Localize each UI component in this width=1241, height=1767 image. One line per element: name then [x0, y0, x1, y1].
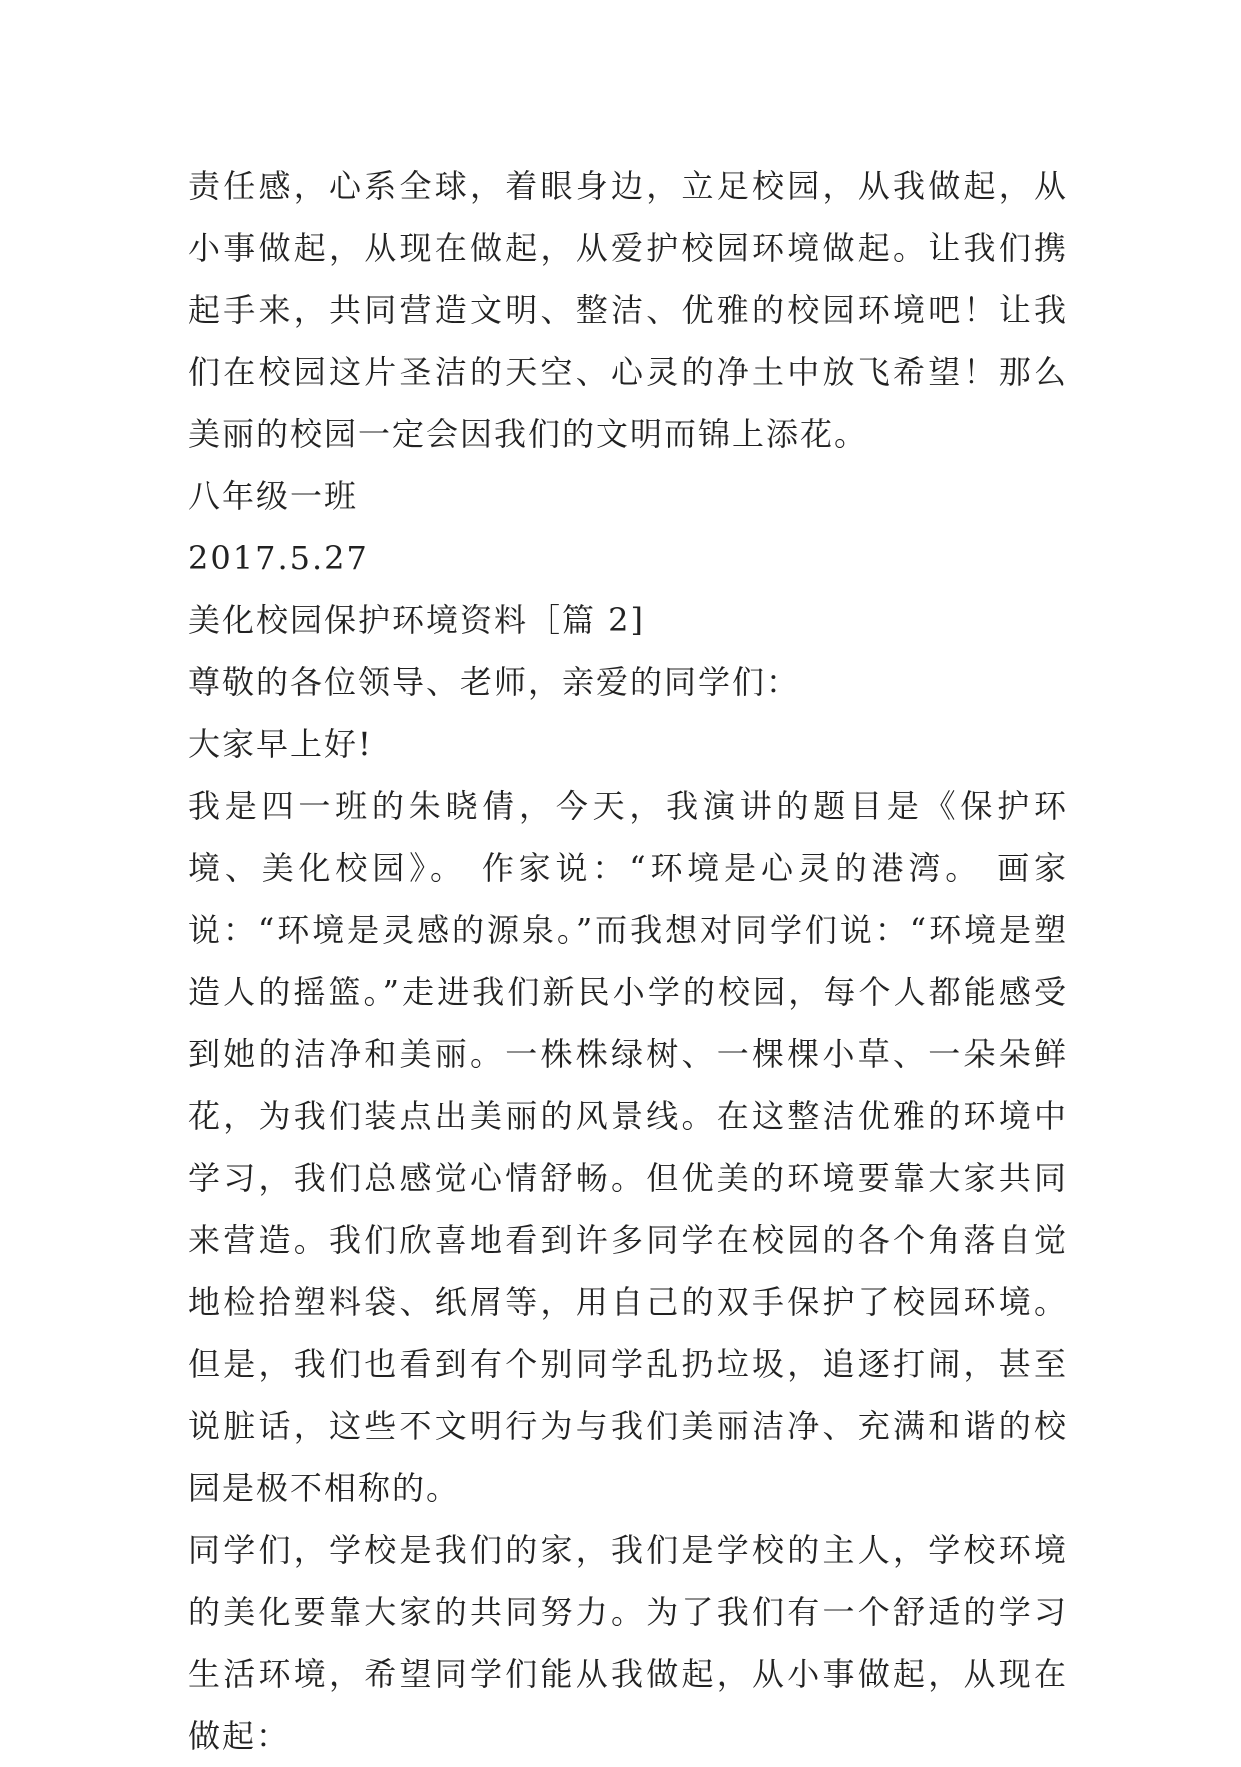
- section-title: 美化校园保护环境资料［篇 2]: [188, 601, 646, 639]
- date: 2017.5.27: [188, 539, 369, 577]
- signature: 八年级一班: [188, 477, 359, 515]
- speech-paragraph: 我是四一班的朱晓倩，今天，我演讲的题目是《保护环境、美化校园》。 作家说：“环境是心灵的港湾。 画家说：“环境是灵感的源泉。”而我想对同学们说：“环境是塑造人的摇篮。”走进我们新民小学的校园，每个人都能感受到她的洁净和美丽。一株株绿树、一棵棵小草、一朵朵鲜花，为我们装点出美丽的风景线。在这整洁优雅的环境中学习，我们总感觉心情舒畅。但优美的环境要靠大家共同来营造。我们欣喜地看到许多同学在校园的各个角落自觉地检拾塑料袋、纸屑等，用自己的双手保护了校园环境。但是，我们也看到有个别同学乱扔垃圾，追逐打闹，甚至说脏话，这些不文明行为与我们美丽洁净、充满和谐的校园是极不相称的。: [188, 787, 1068, 1507]
- greeting: 大家早上好!: [188, 725, 373, 763]
- salutation: 尊敬的各位领导、老师，亲爱的同学们：: [188, 663, 801, 701]
- paragraph-continuation: 责任感，心系全球，着眼身边，立足校园，从我做起，从小事做起，从现在做起，从爱护校园环境做起。让我们携起手来，共同营造文明、整洁、优雅的校园环境吧！让我们在校园这片圣洁的天空、心灵的净土中放飞希望！那么美丽的校园一定会因我们的文明而锦上添花。: [188, 167, 1068, 453]
- closing-paragraph: 同学们，学校是我们的家，我们是学校的主人，学校环境的美化要靠大家的共同努力。为了我们有一个舒适的学习生活环境，希望同学们能从我做起，从小事做起，从现在做起：: [188, 1531, 1068, 1755]
- document-page: [188, 155, 1068, 1767]
